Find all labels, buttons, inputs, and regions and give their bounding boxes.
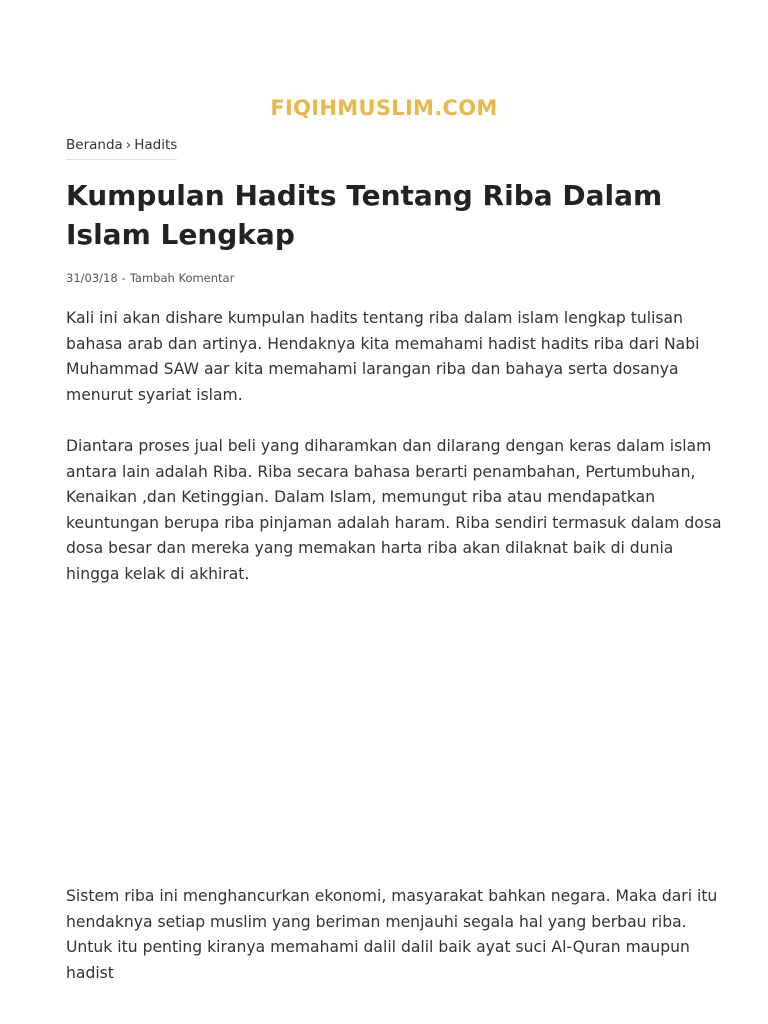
meta-separator: - (121, 271, 126, 285)
post-date: 31/03/18 (66, 271, 118, 285)
breadcrumb-separator: › (125, 137, 132, 153)
site-logo[interactable]: FIQIHMUSLIM.COM (270, 96, 498, 120)
breadcrumb-category-link[interactable]: Hadits (134, 137, 178, 153)
add-comment-link[interactable]: Tambah Komentar (129, 271, 235, 285)
article-paragraph: Sistem riba ini menghancurkan ekonomi, masyarakat bahkan negara. Maka dari itu hendaknya setiap muslim yang beriman menjauhi segala hal yang berbau riba. Untuk itu penting kiranya memahami dalil dalil baik ayat suci Al-Quran maupun hadist (66, 887, 718, 982)
article-paragraph: Kali ini akan dishare kumpulan hadits tentang riba dalam islam lengkap tulisan bahasa arab dan artinya. Hendaknya kita memahami hadist hadits riba dari Nabi Muhammad SAW aar kita memahami larangan riba dan bahaya serta dosanya menurut syariat islam. (66, 309, 700, 404)
post-meta (66, 271, 234, 285)
article-paragraph: Diantara proses jual beli yang diharamkan dan dilarang dengan keras dalam islam antara lain adalah Riba. Riba secara bahasa berarti penambahan, Pertumbuhan, Kenaikan ,dan Ketinggian. Dalam Islam, memungut riba atau mendapatkan keuntungan berupa riba pinjaman adalah haram. Riba sendiri termasuk dalam dosa dosa besar dan mereka yang memakan harta riba akan dilaknat baik di dunia hingga kelak di akhirat. (66, 437, 722, 583)
breadcrumb-home-link[interactable]: Beranda (66, 137, 123, 153)
post-title: Kumpulan Hadits Tentang Riba Dalam Islam Lengkap (66, 179, 663, 251)
breadcrumb (66, 137, 177, 160)
site-header (0, 96, 768, 120)
